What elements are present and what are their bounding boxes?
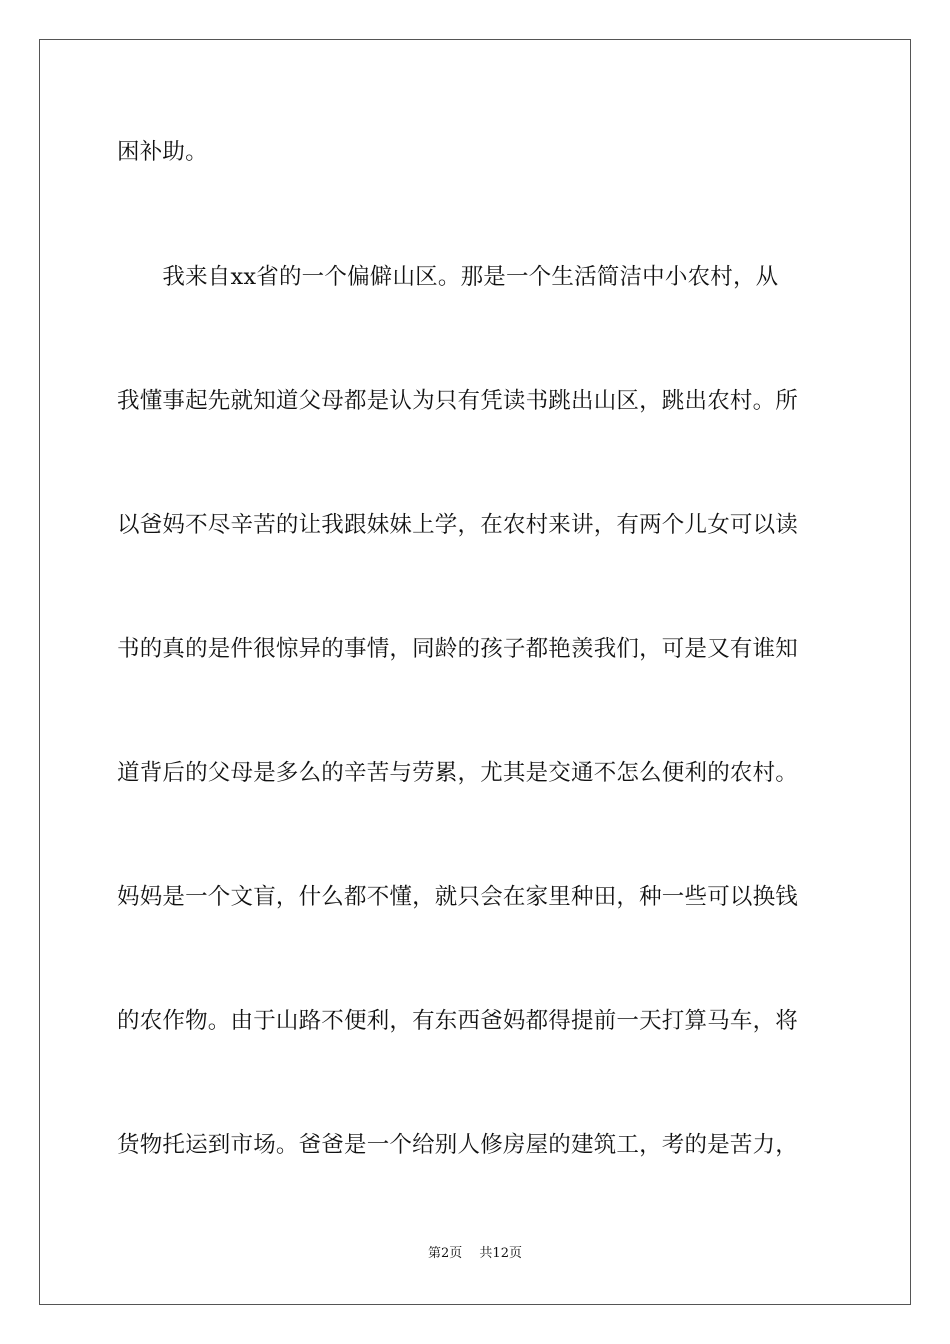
- text-line: 我懂事起先就知道父母都是认为只有凭读书跳出山区，跳出农村。所: [117, 388, 799, 414]
- text-line: 道背后的父母是多么的辛苦与劳累，尤其是交通不怎么便利的农村。: [117, 760, 799, 786]
- text-line: 以爸妈不尽辛苦的让我跟妹妹上学，在农村来讲，有两个儿女可以读: [117, 512, 799, 538]
- page-border: [39, 39, 911, 1305]
- text-line: 妈妈是一个文盲，什么都不懂，就只会在家里种田，种一些可以换钱: [117, 884, 799, 910]
- text-line: 困补助。: [117, 139, 208, 165]
- text-line: 书的真的是件很惊异的事情，同龄的孩子都艳羡我们，可是又有谁知: [117, 636, 799, 662]
- text-line: 我来自xx省的一个偏僻山区。那是一个生活简洁中小农村，从: [117, 264, 779, 290]
- page-footer: 第2页 共12页: [428, 1246, 522, 1261]
- text-line: 的农作物。由于山路不便利，有东西爸妈都得提前一天打算马车，将: [117, 1008, 799, 1034]
- text-line: 货物托运到市场。爸爸是一个给别人修房屋的建筑工，考的是苦力，: [117, 1132, 799, 1158]
